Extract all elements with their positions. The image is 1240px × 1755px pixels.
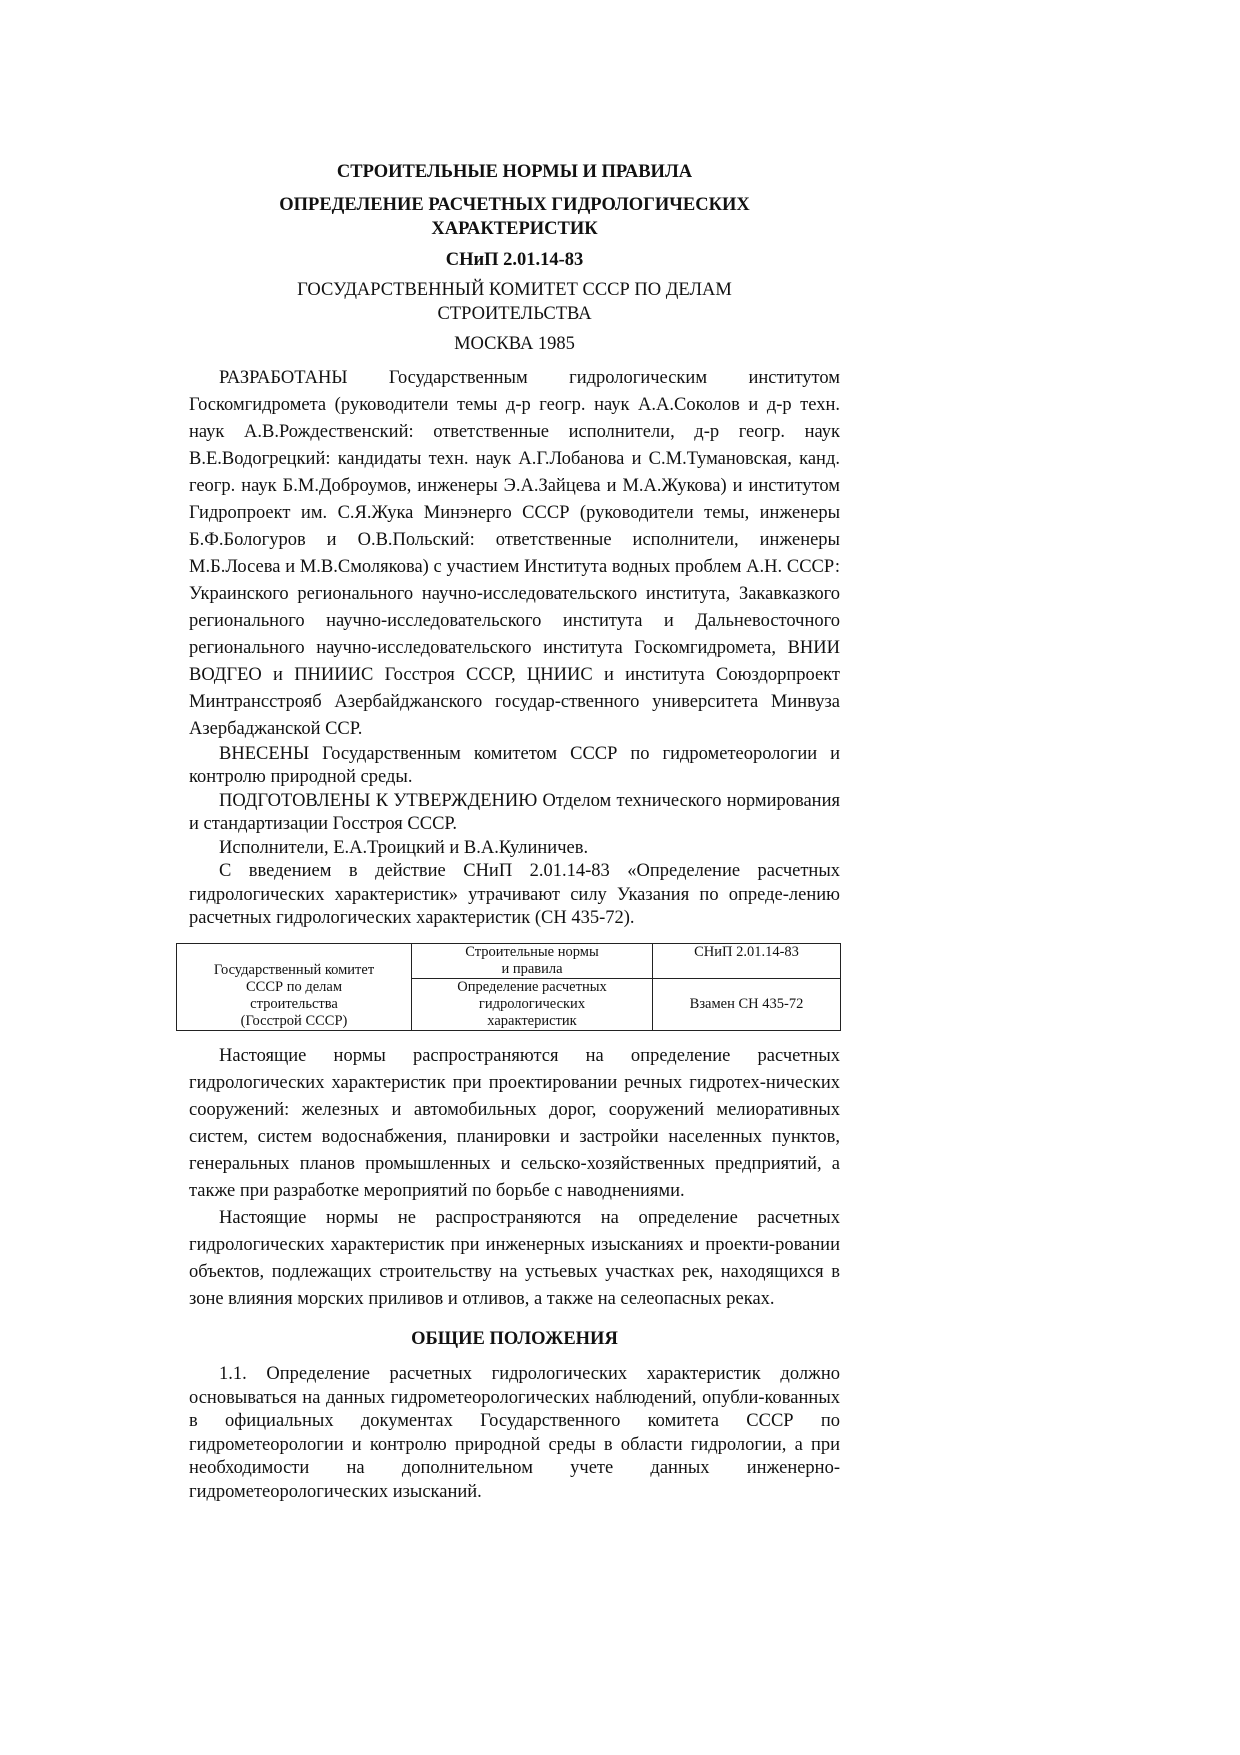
scope-not-applies-paragraph: Настоящие нормы не распространяются на определение расчетных гидрологических характеристик при инженерных изысканиях и проекти-ровании объектов, подлежащих строительству на устьевых участках рек, находящихся в зоне влияния морских приливов и отливов, а также на селеопасных реках. [189, 1207, 840, 1309]
document-code-cell [653, 943, 841, 978]
table-row [177, 943, 841, 978]
document-type-cell [412, 943, 653, 978]
introduced-paragraph: ВНЕСЕНЫ Государственным комитетом СССР по гидрометеорологии и контролю природной среды. [189, 743, 840, 787]
developed-paragraph: РАЗРАБОТАНЫ Государственным гидрологическим институтом Госкомгидромета (руководители темы д-р геогр. наук А.А.Соколов и д-р техн. наук А.В.Рождественский: ответственные исполнители, д-р геогр. наук В.Е.Водогрецкий: кандидаты техн. наук А.Г.Лобанова и С.М.Тумановская, канд. геогр. наук Б.М.Доброумов, инженеры Э.А.Зайцева и М.А.Жукова) и институтом Гидропроект им. С.Я.Жука Минэнерго СССР (руководители темы, инженеры Б.Ф.Бологуров и О.В.Польский: ответственные исполнители, инженеры М.Б.Лосева и М.В.Смолякова) с участием Института водных проблем А.Н. СССР: Украинского регионального научно-исследовательского института, Закавказкого регионального научно-исследовательского института и Дальневосточного регионального научно-исследовательского института Госкомгидромета, ВНИИ ВОДГЕО и ПНИИИС Госстроя СССР, ЦНИИС и института Союздорпроект Минтрансстрояб Азербайджанского государ-ственного университета Минвуза Азербаджанской ССР. [189, 367, 840, 739]
type-line: Строительные нормы [465, 943, 599, 960]
org-line: Государственный комитет [213, 961, 375, 978]
org-line: СССР по делам [246, 978, 342, 995]
prepared-paragraph: ПОДГОТОВЛЕНЫ К УТВЕРЖДЕНИЮ Отделом технического нормирования и стандартизации Госстроя СССР. [189, 790, 840, 834]
issuing-organization-cell [177, 943, 412, 1030]
replaces-cell [653, 978, 841, 1030]
doc-city-year: МОСКВА 1985 [454, 334, 575, 354]
doc-type-heading: СТРОИТЕЛЬНЫЕ НОРМЫ И ПРАВИЛА [336, 162, 693, 182]
org-line: (Госстрой СССР) [240, 1012, 348, 1029]
title-block-table [176, 943, 841, 1031]
doc-title: ОПРЕДЕЛЕНИЕ РАСЧЕТНЫХ ГИДРОЛОГИЧЕСКИХ ХАРАКТЕРИСТИК [279, 194, 750, 239]
executors-paragraph: Исполнители, Е.А.Троицкий и В.А.Кулиничев. [219, 837, 589, 858]
clause-1-1-paragraph: 1.1. Определение расчетных гидрологических характеристик должно основываться на данных гидрометеорологических наблюдений, опубли-кованных в официальных документах Государственного комитета СССР по гидрометеорологии и контролю природной среды в области гидрологии, а при необходимости на дополнительном учете данных инженерно-гидрометеорологических изысканий. [189, 1364, 840, 1502]
replaces-text: Взамен СН 435-72 [689, 995, 804, 1012]
name-line: Определение расчетных [457, 978, 607, 995]
supersedes-paragraph: С введением в действие СНиП 2.01.14-83 «Определение расчетных гидрологических характеристик» утрачивают силу Указания по опреде-лению расчетных гидрологических характеристик (СН 435-72). [189, 861, 840, 928]
type-line: и правила [501, 960, 563, 977]
document-page [189, 160, 840, 1504]
doc-code: СНиП 2.01.14-83 [445, 249, 584, 270]
document-name-cell [412, 978, 653, 1030]
name-line: гидрологических [478, 995, 586, 1012]
name-line: характеристик [487, 1012, 577, 1029]
section-heading-general: ОБЩИЕ ПОЛОЖЕНИЯ [411, 1328, 618, 1349]
org-line: строительства [250, 995, 338, 1012]
scope-applies-paragraph: Настоящие нормы распространяются на определение расчетных гидрологических характеристик при проектировании речных гидротех-нических сооружений: железных и автомобильных дорог, сооружений мелиоративных систем, систем водоснабжения, планировки и застройки населенных пунктов, генеральных планов промышленных и сельско-хозяйственных предприятий, а также при разработке мероприятий по борьбе с наводнениями. [189, 1045, 840, 1201]
doc-organization: ГОСУДАРСТВЕННЫЙ КОМИТЕТ СССР ПО ДЕЛАМ СТРОИТЕЛЬСТВА [297, 280, 732, 324]
code-text: СНиП 2.01.14-83 [694, 943, 799, 960]
